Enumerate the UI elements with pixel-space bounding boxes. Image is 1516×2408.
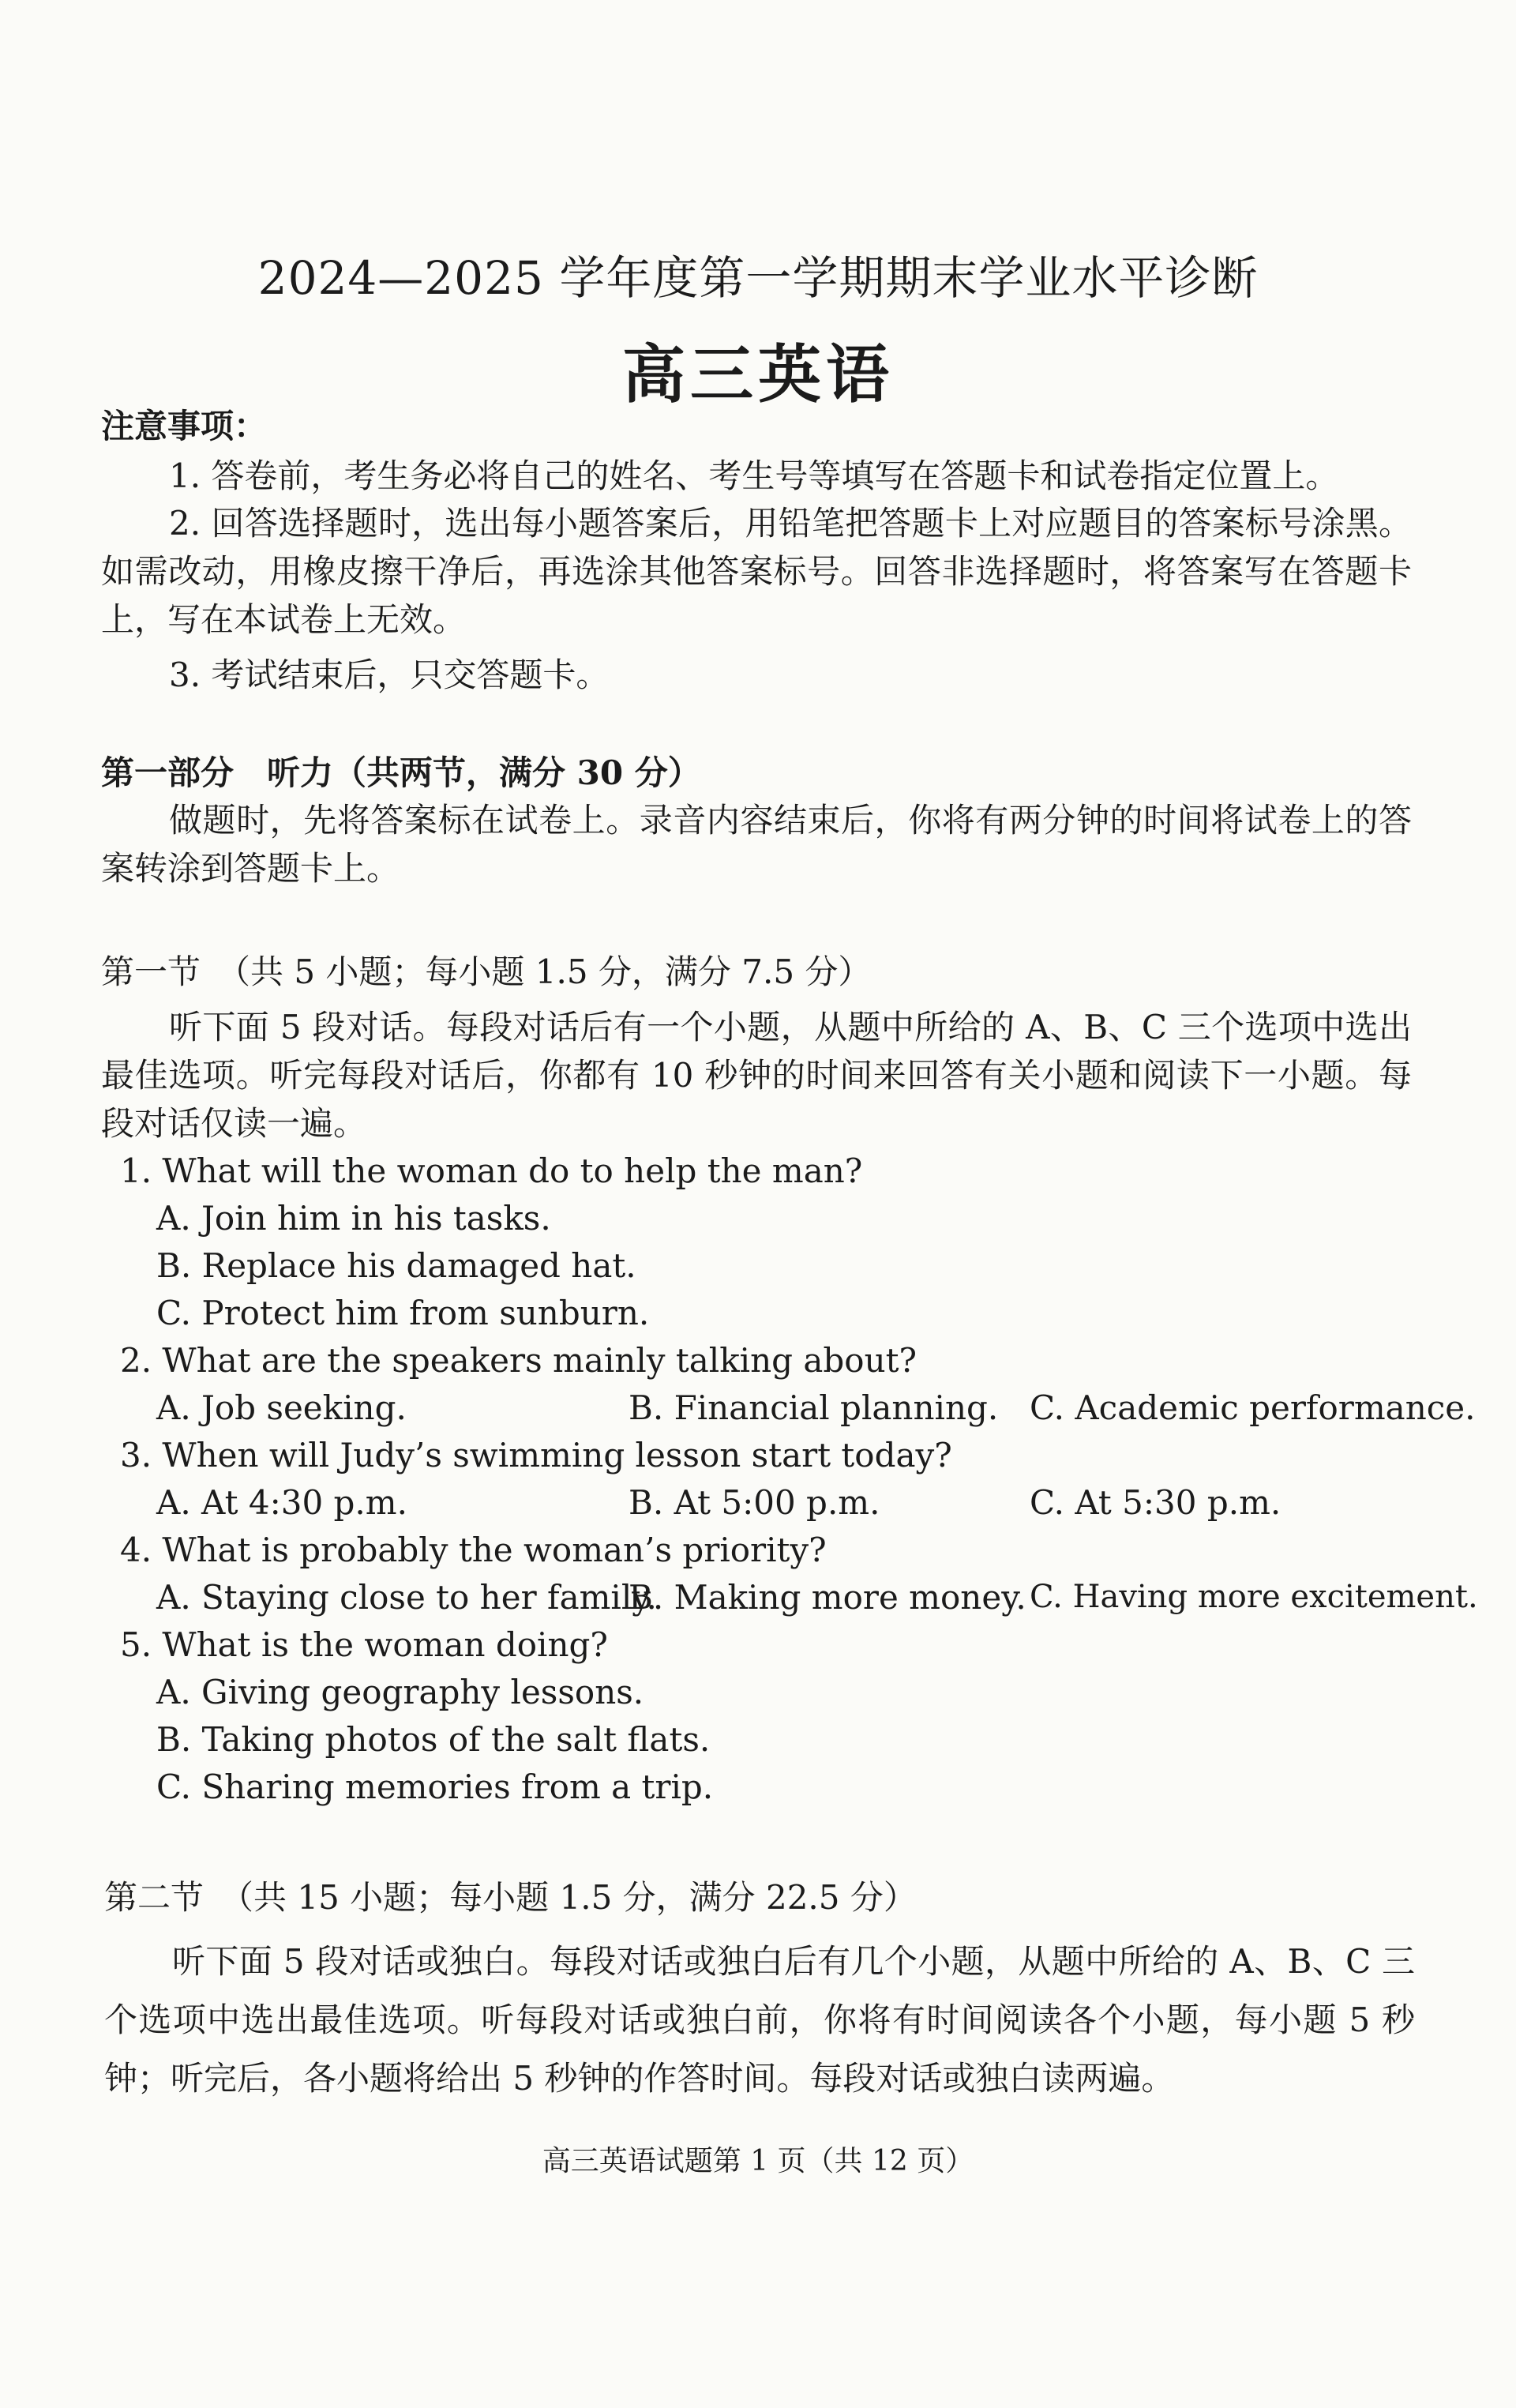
q2-option-c: C. Academic performance. xyxy=(1030,1388,1476,1427)
section1-instruction: 听下面 5 段对话。每段对话后有一个小题，从题中所给的 A、B、C 三个选项中选出最佳选项。听完每段对话后，你都有 10 秒钟的时间来回答有关小题和阅读下一小题。每段对话仅读一遍。 xyxy=(101,1008,1412,1143)
question-3: 3. When will Judy’s swimming lesson start today? xyxy=(120,1436,952,1474)
q3-option-b: B. At 5:00 p.m. xyxy=(629,1483,880,1522)
q1-option-a: A. Join him in his tasks. xyxy=(156,1199,551,1238)
subject-title: 高三英语 xyxy=(622,337,894,411)
question-1: 1. What will the woman do to help the man? xyxy=(120,1151,863,1190)
q5-option-a: A. Giving geography lessons. xyxy=(156,1673,644,1711)
notice-item-1: 1. 答卷前，考生务必将自己的姓名、考生号等填写在答题卡和试卷指定位置上。 xyxy=(169,456,1339,495)
page-footer: 高三英语试题第 1 页（共 12 页） xyxy=(542,2145,974,2177)
section2-heading: 第二节 （共 15 小题；每小题 1.5 分，满分 22.5 分） xyxy=(104,1878,917,1917)
q3-option-c: C. At 5:30 p.m. xyxy=(1030,1483,1281,1522)
question-5: 5. What is the woman doing? xyxy=(120,1625,608,1664)
part1-heading: 第一部分 听力（共两节，满分 30 分） xyxy=(101,753,701,792)
q5-option-b: B. Taking photos of the salt flats. xyxy=(156,1720,711,1759)
q2-option-b: B. Financial planning. xyxy=(629,1388,999,1427)
q1-option-b: B. Replace his damaged hat. xyxy=(156,1246,636,1285)
q3-option-a: A. At 4:30 p.m. xyxy=(156,1483,407,1522)
notice-item-3: 3. 考试结束后，只交答题卡。 xyxy=(169,656,610,694)
q5-option-c: C. Sharing memories from a trip. xyxy=(156,1767,714,1806)
q4-option-c: C. Having more excitement. xyxy=(1030,1579,1478,1615)
notice-heading: 注意事项： xyxy=(101,407,268,445)
question-2: 2. What are the speakers mainly talking about? xyxy=(120,1341,917,1380)
section1-heading: 第一节 （共 5 小题；每小题 1.5 分，满分 7.5 分） xyxy=(101,952,872,991)
exam-title: 2024—2025 学年度第一学期期末学业水平诊断 xyxy=(257,251,1259,305)
q1-option-c: C. Protect him from sunburn. xyxy=(156,1294,650,1332)
q2-option-a: A. Job seeking. xyxy=(156,1388,407,1427)
question-4: 4. What is probably the woman’s priority? xyxy=(120,1531,827,1569)
part1-instruction: 做题时，先将答案标在试卷上。录音内容结束后，你将有两分钟的时间将试卷上的答案转涂到答题卡上。 xyxy=(101,801,1412,888)
section2-instruction: 听下面 5 段对话或独白。每段对话或独白后有几个小题，从题中所给的 A、B、C 三个选项中选出最佳选项。听每段对话或独白前，你将有时间阅读各个小题，每小题 5 秒钟；听完后，各小题将给出 5 秒钟的作答时间。每段对话或独白读两遍。 xyxy=(104,1942,1415,2098)
notice-item-2: 2. 回答选择题时，选出每小题答案后，用铅笔把答题卡上对应题目的答案标号涂黑。如需改动，用橡皮擦干净后，再选涂其他答案标号。回答非选择题时，将答案写在答题卡上，写在本试卷上无效。 xyxy=(101,504,1412,639)
q4-option-a: A. Staying close to her family. xyxy=(156,1578,657,1617)
q4-option-b: B. Making more money. xyxy=(629,1578,1026,1617)
